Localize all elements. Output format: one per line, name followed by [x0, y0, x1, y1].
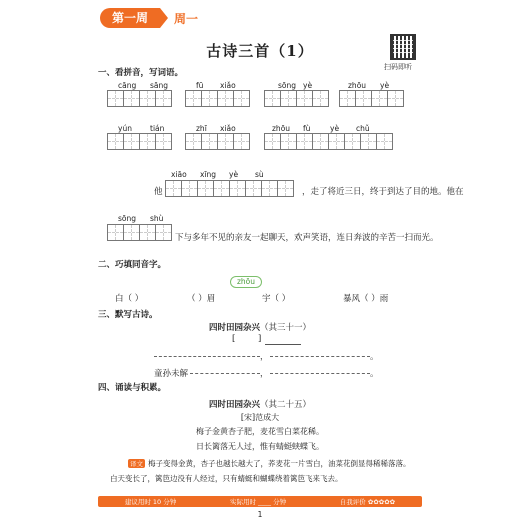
self-eval-label: 自我评价	[339, 498, 366, 506]
sentence-text: 他	[154, 187, 163, 197]
section-heading-2: 二、巧填同音字。	[98, 260, 167, 270]
poem-title	[0, 398, 520, 410]
pinyin: sù	[255, 170, 264, 179]
week-label: 第一周	[100, 8, 160, 28]
pinyin: yè	[380, 81, 390, 90]
writing-grid[interactable]	[108, 90, 172, 107]
pinyin: yè	[330, 124, 340, 133]
pinyin: zhī	[196, 124, 207, 133]
pinyin: xīng	[200, 170, 217, 179]
pinyin: xiǎo	[220, 81, 236, 90]
answer-line[interactable]	[270, 373, 370, 374]
self-eval	[340, 497, 395, 506]
pinyin-badge: zhōu	[230, 276, 262, 288]
pinyin: shù	[150, 214, 164, 223]
translation-text: 梅子变得金黄，杏子也越长越大了，荞麦花一片雪白，油菜花倒显得稀稀落落。	[148, 459, 411, 468]
writing-grid[interactable]	[186, 133, 250, 150]
translation-tag: 译文	[130, 460, 143, 468]
pinyin: zhōu	[272, 124, 291, 133]
answer-line[interactable]	[265, 335, 301, 345]
page-title: 古诗三首（1）	[206, 42, 314, 60]
translation-text: 白天变长了，篱笆边没有人经过，只有蜻蜓和蝴蝶绕着篱笆飞来飞去。	[110, 474, 343, 483]
writing-grid[interactable]	[265, 90, 329, 107]
poem-subtitle: （其三十一）	[260, 323, 312, 333]
star-rating-icon[interactable]: ✿✿✿✿✿	[367, 498, 396, 506]
writing-grid[interactable]	[108, 133, 172, 150]
sentence-text: ，走了将近三日，终于到达了目的地。他在	[302, 187, 464, 197]
writing-grid[interactable]	[265, 133, 393, 150]
bracket: ]	[258, 334, 262, 344]
pinyin: yún	[118, 124, 132, 133]
poem-line: 梅子金黄杏子肥，麦花雪白菜花稀。	[196, 427, 324, 436]
section-heading-4: 四、诵读与积累。	[98, 383, 167, 393]
pinyin: chǔ	[356, 124, 370, 133]
writing-grid[interactable]	[340, 90, 404, 107]
poem-author: [宋]范成大	[240, 413, 280, 422]
qr-label: 扫码即听	[384, 63, 412, 71]
fill-item[interactable]: 暴风（ ）雨	[343, 294, 389, 304]
section-heading-3: 三、默写古诗。	[98, 310, 158, 320]
pinyin: xiǎo	[220, 124, 236, 133]
pinyin: sōng	[118, 214, 137, 223]
pinyin: xiāo	[171, 170, 187, 179]
section-heading-1: 一、看拼音，写词语。	[98, 68, 184, 78]
poem-title	[0, 321, 520, 333]
poem-line: 日长篱落无人过，惟有蜻蜓蛱蝶飞。	[196, 442, 324, 451]
bracket: [	[232, 334, 236, 344]
fill-item[interactable]: 宇（ ）	[262, 294, 291, 304]
pinyin: sāng	[150, 81, 169, 90]
chevron-right-icon	[160, 8, 168, 28]
sentence-text: 下与多年不见的亲友一起聊天，欢声笑语，连日奔波的辛苦一扫而光。	[175, 233, 439, 243]
translation-line	[128, 458, 411, 469]
pinyin: fū	[196, 81, 204, 90]
pinyin: yè	[303, 81, 313, 90]
pinyin: zhōu	[348, 81, 367, 90]
actual-time[interactable]: 实际用时 ____ 分钟	[229, 498, 287, 506]
poem-title-text: 四时田园杂兴	[208, 400, 260, 410]
comma: ，	[260, 352, 269, 362]
qr-code-pattern	[393, 38, 413, 56]
poem-title-text: 四时田园杂兴	[208, 323, 260, 333]
pinyin: tián	[150, 124, 165, 133]
poem-subtitle: （其二十五）	[260, 400, 312, 410]
writing-grid[interactable]	[166, 180, 294, 197]
pinyin: yè	[229, 170, 239, 179]
period: 。	[370, 352, 379, 362]
pinyin: cāng	[118, 81, 137, 90]
footer-bar	[98, 496, 422, 507]
writing-grid[interactable]	[108, 224, 172, 241]
answer-line[interactable]	[190, 373, 260, 374]
writing-grid[interactable]	[186, 90, 250, 107]
answer-line[interactable]	[270, 356, 370, 357]
fill-item[interactable]: 白（ ）	[115, 294, 144, 304]
answer-line[interactable]	[154, 356, 260, 357]
pinyin: sōng	[278, 81, 297, 90]
suggested-time: 建议用时 10 分钟	[124, 498, 177, 506]
fill-item[interactable]: （ ）眉	[187, 294, 216, 304]
pinyin: fù	[303, 124, 311, 133]
poem-line-prefix: 童孙未解	[154, 369, 189, 379]
day-label: 周一	[174, 11, 199, 26]
week-header	[100, 8, 440, 28]
period: 。	[370, 369, 379, 379]
page-number: 1	[257, 510, 263, 519]
comma: ，	[260, 369, 269, 379]
